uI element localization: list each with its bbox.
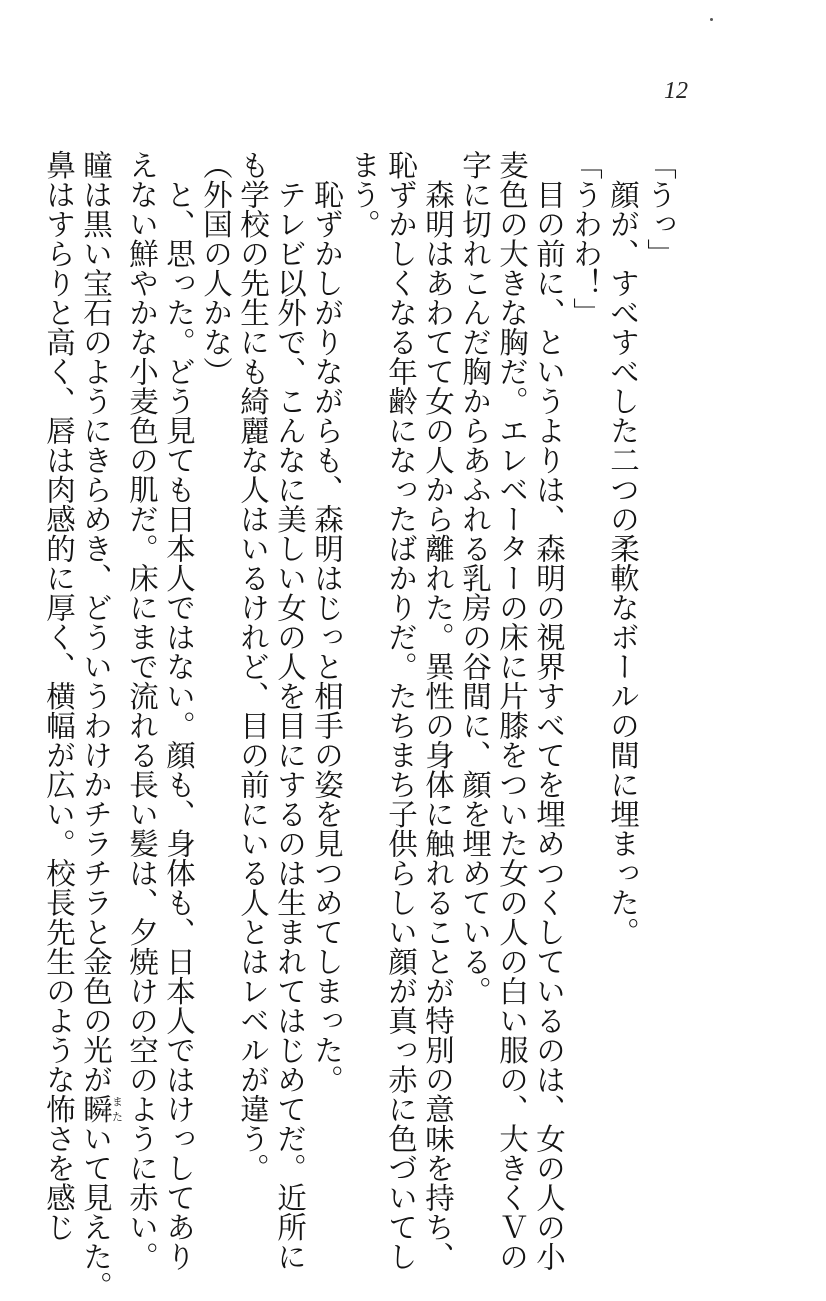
text-line-9: まう。 — [347, 150, 381, 239]
text-line-16 — [77, 150, 124, 1301]
ruby-base: 瞬 — [79, 1094, 113, 1124]
text-line-8: 恥ずかしくなる年齢になったばかりだ。たちまち子供らしい顔が真っ赤に色づいてし — [384, 150, 418, 1271]
text-line-7: 森明はあわてて女の人から離れた。異性の身体に触れることが特別の意味を持ち、 — [421, 150, 455, 1271]
text-line-1: 「うっ」 — [643, 150, 677, 268]
text-line-4: 目の前に、というよりは、森明の視界すべてを埋めつくしているのは、女の人の小 — [532, 150, 566, 1271]
text-line-14: と、思った。どう見ても日本人ではない。顔も、身体も、日本人ではけっしてあり — [162, 150, 196, 1271]
text-line-12: も学校の先生にも綺麗な人はいるけれど、目の前にいる人とはレベルが違う。 — [236, 150, 270, 1183]
text-line-13: （外国の人かな） — [199, 150, 233, 386]
text-line-15: えない鮮やかな小麦色の肌だ。床にまで流れる長い髪は、夕焼けの空のように赤い。 — [125, 150, 159, 1271]
text-line-5: 麦色の大きな胸だ。エレベーターの床に片膝をついた女の人の白い服の、大きくＶの — [495, 150, 529, 1271]
text-line-10: 恥ずかしがりながらも、森明はじっと相手の姿を見つめてしまった。 — [310, 150, 344, 1094]
text-line-16-after: いて見えた。 — [79, 1123, 113, 1301]
text-line-16-before: 瞳は黒い宝石のようにきらめき、どういうわけかチラチラと金色の光が — [79, 150, 113, 1094]
ruby-word — [79, 1094, 124, 1124]
text-line-2: 顔が、すべすべした二つの柔軟なボールの間に埋まった。 — [606, 150, 640, 947]
text-line-11: テレビ以外で、こんなに美しい女の人を目にするのは生まれてはじめてだ。近所に — [273, 150, 307, 1271]
scan-speck — [710, 18, 713, 21]
page-number: 12 — [664, 78, 688, 104]
text-line-17: 鼻はすらりと高く、唇は肉感的に厚く、横幅が広い。校長先生のような怖さを感じ — [42, 150, 76, 1242]
text-line-6: 字に切れこんだ胸からあふれる乳房の谷間に、顔を埋めている。 — [458, 150, 492, 1006]
text-line-3: 「うわわ！」 — [569, 150, 603, 327]
body-text — [42, 150, 678, 1301]
ruby-reading: また — [110, 1094, 124, 1124]
